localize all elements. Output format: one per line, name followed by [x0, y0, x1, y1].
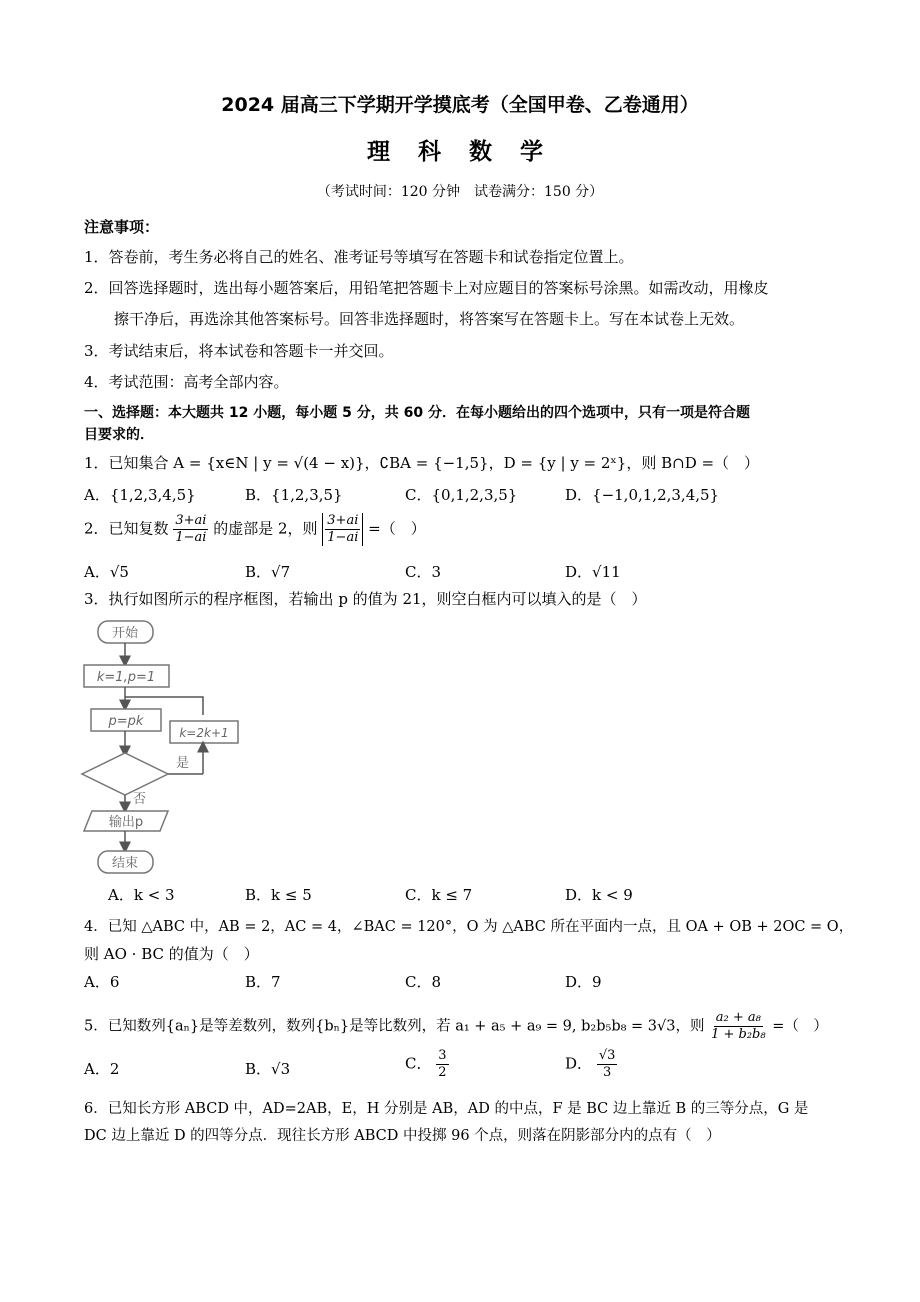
flow-decision-shape — [82, 753, 168, 795]
q5-option-d — [565, 1048, 617, 1081]
q5-frac-den: 1 + b₂b₈ — [711, 1027, 766, 1042]
flow-end-label: 结束 — [111, 856, 139, 871]
q5-d-den: 3 — [602, 1065, 612, 1080]
q2-option-a: A．√5 — [84, 563, 129, 581]
q3-option-a: A．k < 3 — [108, 886, 175, 904]
q2-frac-den: 1−ai — [175, 530, 207, 545]
notice-item: 擦干净后，再选涂其他答案标号。回答非选择题时，将答案写在答题卡上。写在本试卷上无效。 — [114, 310, 745, 328]
q6-line2: DC 边上靠近 D 的四等分点．现往长方形 ABCD 中投掷 96 个点，则落在阴影部分内的点有（ ） — [84, 1128, 721, 1144]
q2-frac-num: 3+ai — [175, 513, 207, 528]
q6-line1: 6．已知长方形 ABCD 中，AD=2AB，E，H 分别是 AB，AD 的中点，F 是 BC 边上靠近 B 的三等分点，G 是 — [84, 1101, 809, 1117]
section-heading-line2: 目要求的． — [84, 427, 154, 443]
q4-option-b: B．7 — [245, 973, 281, 991]
flow-output-label: 输出p — [108, 815, 144, 830]
notice-item: 3．考试结束后，将本试卷和答题卡一并交回。 — [84, 342, 394, 360]
q4-line1: 4．已知 △ABC 中，AB = 2，AC = 4，∠BAC = 120°，O 为 △ABC 所在平面内一点，且 OA + OB + 2OC = O， — [84, 919, 854, 935]
q1-option-b: B．{1,2,3,5} — [245, 486, 343, 504]
q5-fraction — [709, 1010, 768, 1043]
q2-prefix: 2．已知复数 — [84, 519, 169, 538]
q4-option-c: C．8 — [405, 973, 442, 991]
q2-option-c: C．3 — [405, 563, 442, 581]
notice-item: 1．答卷前，考生务必将自己的姓名、准考证号等填写在答题卡和试卷指定位置上。 — [84, 248, 634, 266]
q5-d-num: √3 — [598, 1048, 616, 1063]
q5-stem: 5．已知数列{aₙ}是等差数列，数列{bₙ}是等比数列，若 a₁ + a₅ + a₉ = 9, b₂b₅b₈ = 3√3，则 — [84, 1018, 705, 1035]
q3-option-d: D．k < 9 — [565, 886, 633, 904]
q4-option-a: A．6 — [84, 973, 120, 991]
q3-option-b: B．k ≤ 5 — [245, 886, 312, 904]
flow-update-label: k=2k+1 — [179, 726, 229, 740]
q5-option-c-frac — [436, 1048, 448, 1081]
q1-stem: 1．已知集合 A = {x∈N | y = √(4 − x)}，∁BA = {−1,5}，D = {y | y = 2ˣ}，则 B∩D =（ ） — [84, 454, 760, 472]
q5-c-den: 2 — [438, 1065, 447, 1080]
q1-option-d: D．{−1,0,1,2,3,4,5} — [565, 486, 720, 504]
q5-suffix: =（ ） — [772, 1018, 828, 1035]
q5-option-c-label: C． — [405, 1054, 432, 1073]
q2-option-b: B．√7 — [245, 563, 291, 581]
page-title: 2024 届高三下学期开学摸底考（全国甲卷、乙卷通用） — [221, 94, 699, 116]
exam-info: （考试时间：120 分钟 试卷满分：150 分） — [316, 184, 604, 200]
q5-option-c — [405, 1048, 449, 1081]
q5-option-a: A．2 — [84, 1060, 120, 1078]
q3-flowchart — [78, 615, 258, 877]
flow-no-label: 否 — [133, 792, 147, 807]
flow-process-label: p=pk — [108, 714, 144, 729]
q5-frac-num: a₂ + a₈ — [715, 1010, 761, 1025]
notice-item: 2．回答选择题时，选出每小题答案后，用铅笔把答题卡上对应题目的答案标号涂黑。如需改动，用橡皮 — [84, 279, 769, 297]
q2-mod-num: 3+ai — [327, 513, 359, 528]
q5-option-d-frac — [597, 1048, 618, 1081]
notice-item: 4．考试范围：高考全部内容。 — [84, 373, 289, 391]
notice-heading: 注意事项： — [84, 218, 160, 236]
q1-option-a: A．{1,2,3,4,5} — [84, 486, 196, 504]
q2-modulus — [322, 513, 363, 546]
flow-init-label: k=1,p=1 — [96, 670, 156, 685]
q5-c-num: 3 — [438, 1048, 447, 1063]
flow-yes-label: 是 — [176, 756, 190, 771]
q2-mod-den: 1−ai — [327, 530, 359, 545]
q2-middle: 的虚部是 2，则 — [213, 519, 318, 538]
flow-start-label: 开始 — [111, 626, 139, 641]
q3-stem: 3．执行如图所示的程序框图，若输出 p 的值为 21，则空白框内可以填入的是（ ） — [84, 590, 647, 608]
q2-fraction — [173, 513, 208, 546]
q2-suffix: =（ ） — [368, 519, 426, 538]
q5-stem-line — [84, 1010, 828, 1043]
q4-option-d: D．9 — [565, 973, 602, 991]
q5-option-d-label: D． — [565, 1054, 593, 1073]
q2-stem — [84, 513, 426, 546]
section-heading-line1: 一、选择题：本大题共 12 小题，每小题 5 分，共 60 分．在每小题给出的四个选项中，只有一项是符合题 — [84, 405, 750, 421]
q1-option-c: C．{0,1,2,3,5} — [405, 486, 518, 504]
q3-option-c: C．k ≤ 7 — [405, 886, 473, 904]
q2-option-d: D．√11 — [565, 563, 621, 581]
subject-title: 理 科 数 学 — [366, 139, 554, 165]
q4-line2: 则 AO · BC 的值为（ ） — [84, 945, 259, 963]
q5-option-b: B．√3 — [245, 1060, 291, 1078]
